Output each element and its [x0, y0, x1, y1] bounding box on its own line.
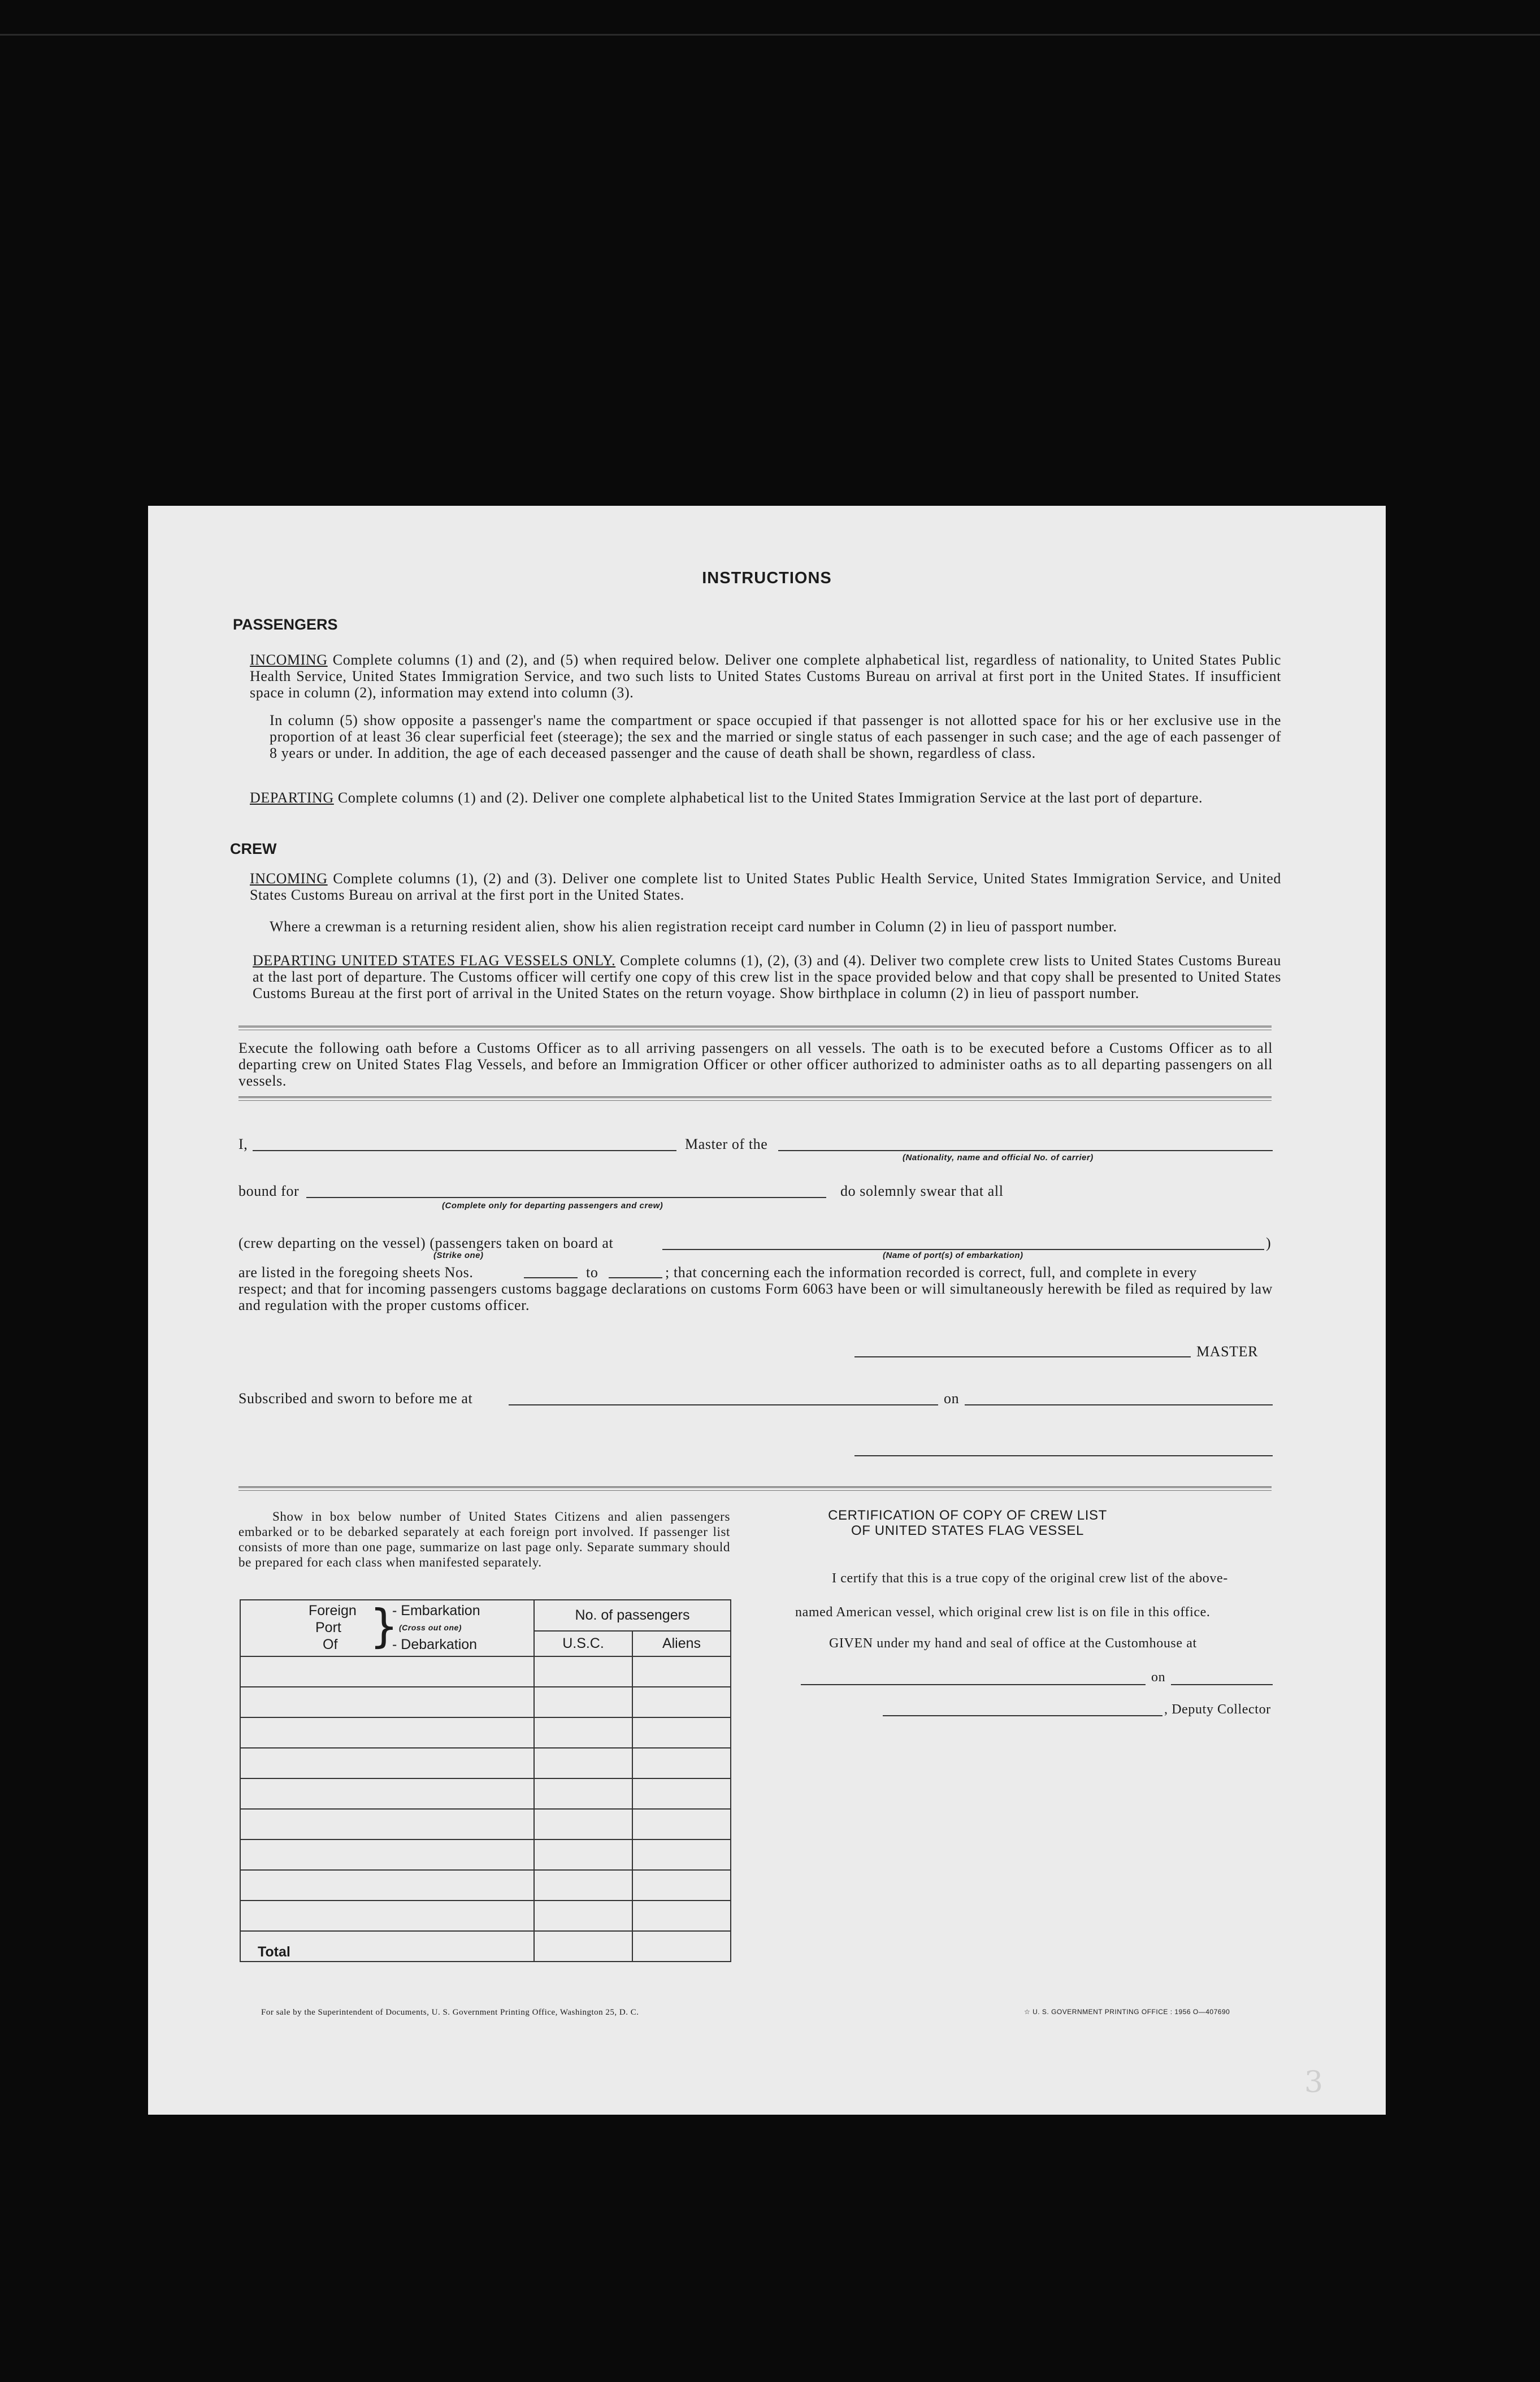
divider	[238, 1486, 1272, 1491]
crew-incoming-text: Complete columns (1), (2) and (3). Deliver one complete list to United States Public Health Service, United States Immigration Service, and United States Customs Bureau on arrival at the first port in the United States.	[250, 870, 1281, 903]
close-paren: )	[1266, 1235, 1272, 1251]
passengers-departing-text: Complete columns (1) and (2). Deliver one complete alphabetical list to the United States Immigration Service at the last port of departure.	[337, 789, 1203, 806]
aliens-total-cell[interactable]	[632, 1931, 731, 1962]
page-title: INSTRUCTIONS	[702, 569, 832, 587]
bound-for-label: bound for	[238, 1183, 300, 1199]
passengers-departing	[250, 789, 1281, 806]
aliens-header: Aliens	[632, 1631, 731, 1656]
passengers-incoming-text: Complete columns (1) and (2), and (5) when required below. Deliver one complete alphabetical list, regardless of nationality, to United States Public Health Service, United States Immigration Service, and two such lists to United States Customs Bureau on arrival at first port in the United States. If insufficient space in column (2), information may extend into column (3).	[250, 652, 1281, 701]
complete-caption: (Complete only for departing passengers and crew)	[442, 1201, 663, 1210]
crew-departing-label: DEPARTING UNITED STATES FLAG VESSELS ONLY.	[253, 952, 616, 969]
aliens-cell[interactable]	[632, 1656, 731, 1687]
port-cell[interactable]	[240, 1901, 534, 1931]
crew-incoming	[250, 870, 1281, 903]
oath-i: I,	[238, 1136, 248, 1152]
scan-edge	[0, 34, 1540, 36]
sheet-from-field[interactable]	[524, 1277, 578, 1278]
listed-text-c: respect; and that for incoming passengers customs baggage declarations on customs Form 6063 have been or will simultaneously herewith be filed as required by law and regulation with the proper customs officer.	[238, 1281, 1273, 1313]
port-caption: (Name of port(s) of embarkation)	[883, 1251, 1023, 1260]
table-total-row	[240, 1931, 731, 1962]
usc-cell[interactable]	[534, 1656, 632, 1687]
crew-departing-text: (crew departing on the vessel) (passengers taken on board at	[238, 1235, 614, 1251]
sworn-date-field[interactable]	[965, 1404, 1273, 1405]
nationality-caption: (Nationality, name and official No. of carrier)	[903, 1153, 1094, 1162]
divider	[238, 1026, 1272, 1030]
oath-instruction: Execute the following oath before a Customs Officer as to all arriving passengers on all vessels. The oath is to be executed before a Customs Officer as to all departing crew on United States Flag Vessels, and before an Immigration Officer or other officer authorized to administer oaths as to all departing passengers on all vessels.	[238, 1040, 1273, 1089]
port-header-cell	[240, 1600, 534, 1656]
certification-line-3: GIVEN under my hand and seal of office at the Customhouse at	[829, 1636, 1197, 1651]
table-row	[240, 1656, 731, 1687]
passengers-column5: In column (5) show opposite a passenger's name the compartment or space occupied if that passenger is not allotted space for his or her exclusive use in the proportion of at least 36 clear superficial feet (steerage); the sex and the married or single status of each passenger in such case; and the age of each passenger of 8 years or under. In addition, the age of each deceased passenger and the cause of death shall be shown, regardless of class.	[270, 712, 1281, 761]
embarkation-label: - Embarkation	[392, 1603, 480, 1619]
debarkation-label: - Debarkation	[392, 1637, 478, 1652]
table-row	[240, 1687, 731, 1717]
usc-cell[interactable]	[534, 1839, 632, 1870]
passengers-departing-label: DEPARTING	[250, 789, 334, 806]
to-label: to	[586, 1264, 598, 1281]
usc-total-cell[interactable]	[534, 1931, 632, 1962]
usc-cell[interactable]	[534, 1717, 632, 1748]
deputy-signature-field[interactable]	[883, 1715, 1162, 1716]
table-row	[240, 1717, 731, 1748]
table-header-row	[240, 1600, 731, 1631]
strike-caption: (Strike one)	[433, 1251, 484, 1260]
brace-icon: }	[370, 1600, 398, 1652]
table-row	[240, 1748, 731, 1778]
port-cell[interactable]	[240, 1870, 534, 1901]
deputy-collector-label: , Deputy Collector	[1164, 1702, 1271, 1717]
usc-cell[interactable]	[534, 1809, 632, 1839]
certification-line-1: I certify that this is a true copy of the original crew list of the above-	[832, 1571, 1228, 1586]
master-name-field[interactable]	[253, 1150, 676, 1151]
table-row	[240, 1809, 731, 1839]
port-cell[interactable]	[240, 1839, 534, 1870]
footer-right: ☆ U. S. GOVERNMENT PRINTING OFFICE : 1956 O—407690	[1024, 2008, 1230, 2016]
port-cell[interactable]	[240, 1748, 534, 1778]
table-row	[240, 1870, 731, 1901]
listed-text-a: are listed in the foregoing sheets Nos.	[238, 1264, 474, 1281]
port-label: Port	[315, 1620, 341, 1635]
do-swear-text: do solemnly swear that all	[840, 1183, 1004, 1199]
sworn-on-label: on	[944, 1390, 960, 1407]
certification-line-2: named American vessel, which original crew list is on file in this office.	[795, 1605, 1211, 1620]
aliens-cell[interactable]	[632, 1778, 731, 1809]
total-label: Total	[240, 1931, 534, 1962]
usc-cell[interactable]	[534, 1778, 632, 1809]
divider	[238, 1096, 1272, 1101]
usc-header: U.S.C.	[534, 1631, 632, 1656]
table-row	[240, 1839, 731, 1870]
aliens-cell[interactable]	[632, 1748, 731, 1778]
passenger-summary-table	[240, 1599, 731, 1962]
bound-for-field[interactable]	[306, 1197, 826, 1198]
aliens-cell[interactable]	[632, 1809, 731, 1839]
cross-out-label: (Cross out one)	[399, 1623, 462, 1632]
aliens-cell[interactable]	[632, 1901, 731, 1931]
table-row	[240, 1901, 731, 1931]
port-cell[interactable]	[240, 1809, 534, 1839]
master-of-the-label: Master of the	[685, 1136, 768, 1152]
carrier-field[interactable]	[778, 1150, 1273, 1151]
listed-text-b: ; that concerning each the information recorded is correct, full, and complete in every	[665, 1264, 1197, 1281]
sheet-to-field[interactable]	[609, 1277, 662, 1278]
page-mark: 3	[1304, 2066, 1324, 2099]
crew-departing	[253, 952, 1281, 1001]
port-cell[interactable]	[240, 1656, 534, 1687]
crew-incoming-label: INCOMING	[250, 870, 328, 887]
aliens-cell[interactable]	[632, 1839, 731, 1870]
aliens-cell[interactable]	[632, 1687, 731, 1717]
crew-heading: CREW	[230, 840, 277, 857]
passengers-heading: PASSENGERS	[233, 616, 338, 633]
aliens-cell[interactable]	[632, 1717, 731, 1748]
footer-left: For sale by the Superintendent of Documents, U. S. Government Printing Office, Washington 25, D. C.	[261, 2008, 639, 2017]
customhouse-field[interactable]	[801, 1684, 1146, 1685]
port-cell[interactable]	[240, 1778, 534, 1809]
passengers-incoming-label: INCOMING	[250, 652, 328, 668]
officer-signature-field[interactable]	[854, 1455, 1273, 1456]
certification-on-label: on	[1151, 1670, 1166, 1685]
foreign-label: Foreign	[309, 1603, 357, 1619]
of-label: Of	[323, 1637, 338, 1652]
port-cell[interactable]	[240, 1717, 534, 1748]
certification-title-2: OF UNITED STATES FLAG VESSEL	[851, 1523, 1084, 1538]
no-passengers-header: No. of passengers	[534, 1600, 731, 1631]
document-page	[148, 506, 1386, 2115]
sworn-place-field[interactable]	[509, 1404, 938, 1405]
subscribed-label: Subscribed and sworn to before me at	[238, 1390, 473, 1407]
usc-cell[interactable]	[534, 1687, 632, 1717]
aliens-cell[interactable]	[632, 1870, 731, 1901]
usc-cell[interactable]	[534, 1748, 632, 1778]
usc-cell[interactable]	[534, 1901, 632, 1931]
certification-date-field[interactable]	[1171, 1684, 1273, 1685]
master-label: MASTER	[1196, 1343, 1259, 1360]
port-cell[interactable]	[240, 1687, 534, 1717]
crew-departing-text: Complete columns (1), (2), (3) and (4). Deliver two complete crew lists to United States Customs Bureau at the last port of departure. The Customs officer will certify one copy of this crew list in the space provided below and that copy shall be presented to United States Customs Bureau at the first port of arrival in the United States on the return voyage. Show birthplace in column (2) in lieu of passport number.	[253, 952, 1281, 1001]
crew-resident: Where a crewman is a returning resident alien, show his alien registration receipt card number in Column (2) in lieu of passport number.	[270, 918, 1117, 935]
passengers-incoming	[250, 652, 1281, 701]
port-field[interactable]	[662, 1249, 1264, 1250]
master-signature-field[interactable]	[854, 1356, 1191, 1357]
summary-instruction: Show in box below number of United States Citizens and alien passengers embarked or to be debarked separately at each foreign port involved. If passenger list consists of more than one page, summarize on last page only. Separate summary should be prepared for each class when manifested separately.	[238, 1509, 730, 1569]
table-row	[240, 1778, 731, 1809]
usc-cell[interactable]	[534, 1870, 632, 1901]
certification-title-1: CERTIFICATION OF COPY OF CREW LIST	[828, 1508, 1107, 1523]
